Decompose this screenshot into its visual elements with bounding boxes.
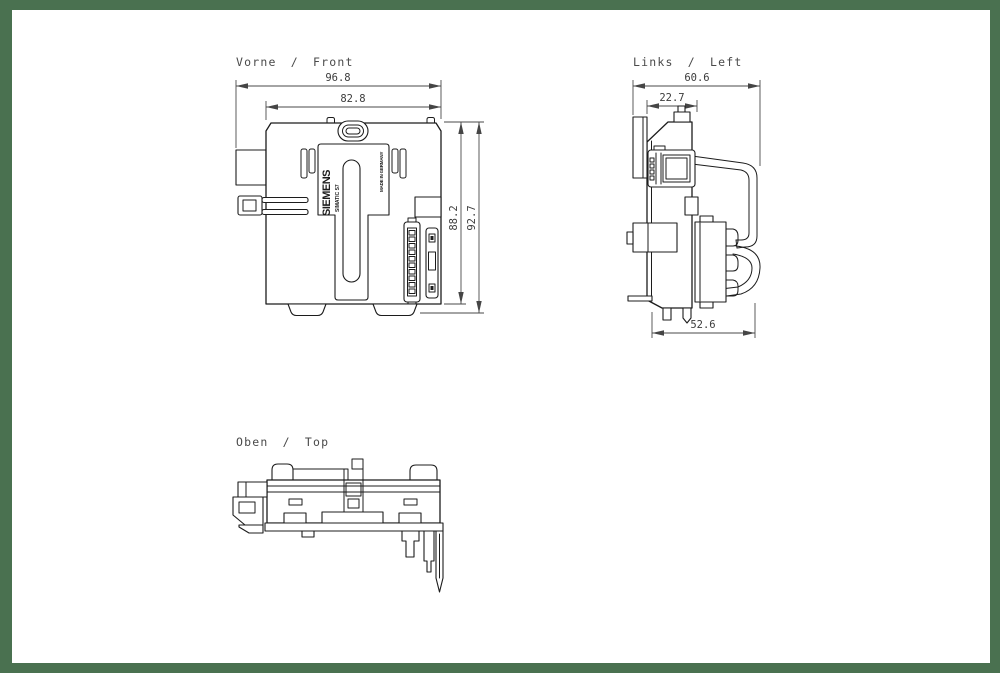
series-label: SIMATIC S7 [335,184,341,212]
front-right-block [415,197,441,217]
brand-label: SIEMENS [321,169,333,216]
left-dim-total-depth-value: 60.6 [684,72,710,84]
front-foot-left [288,304,326,316]
top-center-plate [322,512,383,523]
top-tab-left [272,464,293,480]
front-left-lug [236,150,266,185]
origin-label: MADE IN GERMANY [379,151,384,192]
front-top-grommet [338,121,368,141]
top-tab-right [410,465,437,480]
left-front-plate [633,117,647,178]
left-dim-base-depth-value: 52.6 [690,319,716,331]
left-upper-connector [648,146,695,187]
left-dim-upper-depth-value: 22.7 [659,92,685,104]
front-dim-total-height-value: 92.7 [466,205,478,231]
sheet-background [12,10,990,663]
front-side-connector [426,228,438,298]
front-dim-body-height-value: 88.2 [448,205,460,231]
top-small-tab [302,531,314,537]
front-dim-body-width-value: 82.8 [340,93,366,105]
front-dim-outer-width-value: 96.8 [325,72,351,84]
top-block-left [284,513,306,523]
front-foot-right [373,304,417,316]
front-center-slot [343,160,360,282]
left-screw-terminal [627,223,677,252]
left-view-title: Links / Left [633,55,743,69]
left-lower-prong [628,296,652,301]
left-small-block [685,197,698,215]
front-view-title: Vorne / Front [236,55,354,69]
front-pin-connector [404,218,420,306]
top-view-title: Oben / Top [236,435,330,449]
front-module-body [236,118,441,316]
top-bottom-rail [265,523,443,531]
top-block-right [399,513,421,523]
